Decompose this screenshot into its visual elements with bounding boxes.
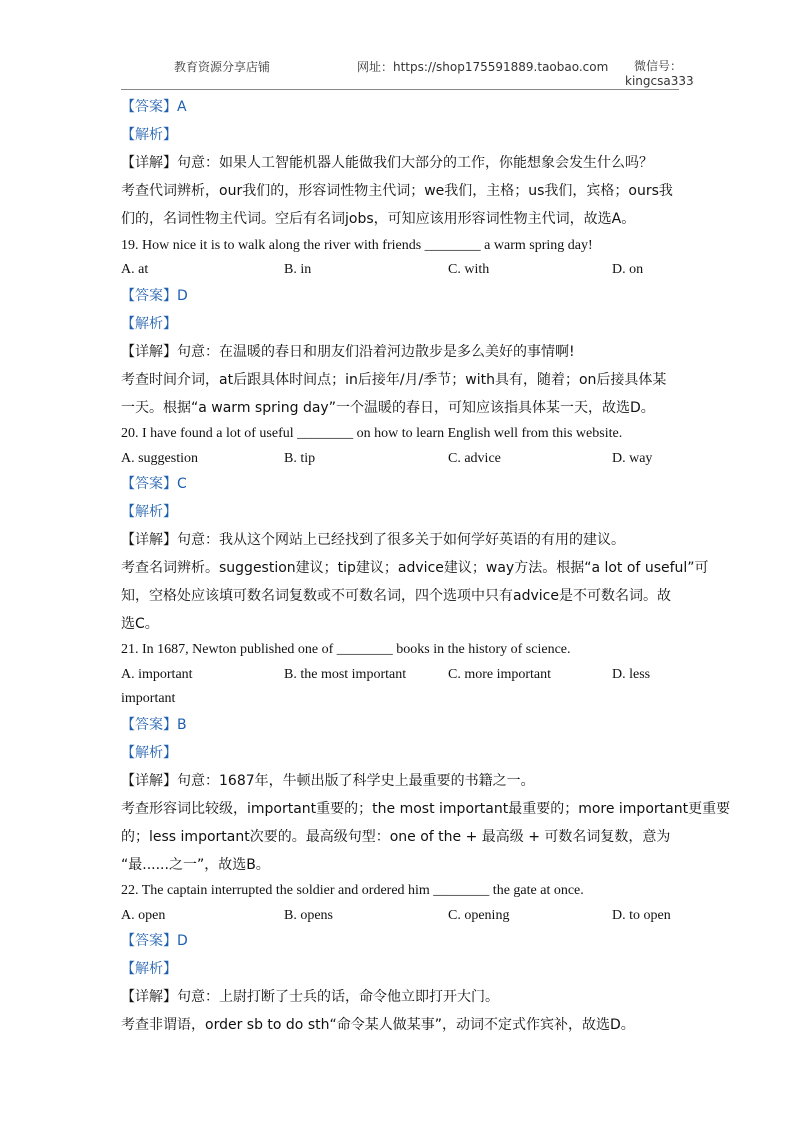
q21-option-d-continued: important: [121, 691, 176, 706]
analysis-label: 【解析】: [121, 127, 177, 143]
explanation-line: 考查时间介词，at后跟具体时间点；in后接年/月/季节；with具有，随着；on后接具体某: [121, 372, 667, 388]
explanation-line: 一天。根据“a warm spring day”一个温暖的春日，可知应该指具体某一天，故选D。: [121, 400, 655, 416]
header-divider: [121, 89, 679, 90]
analysis-label: 【解析】: [121, 961, 177, 977]
header-wechat-id: kingcsa333: [625, 74, 694, 88]
explanation-line: 考查代词辨析，our我们的，形容词性物主代词；we我们，主格；us我们，宾格；ours我: [121, 183, 673, 199]
q19-option-a: A. at: [121, 262, 149, 277]
q21-option-c: C. more important: [448, 667, 552, 682]
answer-label: 【答案】A: [121, 99, 187, 115]
analysis-label: 【解析】: [121, 504, 177, 520]
q19-option-b: B. in: [284, 262, 312, 277]
explanation-line: 考查非谓语，order sb to do sth“命令某人做某事”，动词不定式作宾补，故选D。: [121, 1017, 635, 1033]
q22-option-a: A. open: [121, 908, 166, 923]
detail-line: 【详解】句意：我从这个网站上已经找到了很多关于如何学好英语的有用的建议。: [121, 532, 625, 548]
question-22: 22. The captain interrupted the soldier and ordered him ________ the gate at once.: [121, 883, 584, 898]
q19-option-c: C. with: [448, 262, 490, 277]
explanation-line: “最......之一”，故选B。: [121, 857, 270, 873]
explanation-line: 们的，名词性物主代词。空后有名词jobs，可知应该用形容词性物主代词，故选A。: [121, 211, 636, 227]
detail-line: 【详解】句意：在温暖的春日和朋友们沿着河边散步是多么美好的事情啊!: [121, 344, 575, 360]
q22-option-b: B. opens: [284, 908, 333, 923]
q20-option-b: B. tip: [284, 451, 316, 466]
header-url: 网址：https://shop175591889.taobao.com: [357, 60, 609, 74]
explanation-line: 的；less important次要的。最高级句型：one of the + 最高级 + 可数名词复数，意为: [121, 829, 671, 845]
header-shop-name: 教育资源分享店铺: [174, 60, 271, 74]
detail-line: 【详解】句意：上尉打断了士兵的话，命令他立即打开大门。: [121, 989, 499, 1005]
q21-option-b: B. the most important: [284, 667, 407, 682]
q21-option-d: D. less: [612, 667, 651, 682]
q22-option-c: C. opening: [448, 908, 510, 923]
q20-option-d: D. way: [612, 451, 653, 466]
detail-line: 【详解】句意：如果人工智能机器人能做我们大部分的工作，你能想象会发生什么吗？: [121, 155, 653, 171]
answer-label: 【答案】B: [121, 717, 187, 733]
explanation-line: 考查名词辨析。suggestion建议；tip建议；advice建议；way方法。根据“a lot of useful”可: [121, 560, 709, 576]
analysis-label: 【解析】: [121, 316, 177, 332]
question-19: 19. How nice it is to walk along the river with friends ________ a warm spring day!: [121, 238, 593, 253]
analysis-label: 【解析】: [121, 745, 177, 761]
answer-label: 【答案】D: [121, 288, 188, 304]
detail-line: 【详解】句意：1687年，牛顿出版了科学史上最重要的书籍之一。: [121, 773, 535, 789]
q20-option-c: C. advice: [448, 451, 501, 466]
question-20: 20. I have found a lot of useful ________ on how to learn English well from this website.: [121, 426, 623, 441]
answer-label: 【答案】C: [121, 476, 187, 492]
q21-option-a: A. important: [121, 667, 193, 682]
answer-label: 【答案】D: [121, 933, 188, 949]
explanation-line: 知，空格处应该填可数名词复数或不可数名词，四个选项中只有advice是不可数名词。故: [121, 588, 671, 604]
header-wechat-label: 微信号：: [634, 59, 683, 73]
q20-option-a: A. suggestion: [121, 451, 198, 466]
explanation-line: 选C。: [121, 616, 159, 632]
explanation-line: 考查形容词比较级，important重要的；the most important最重要的；more important更重要: [121, 801, 731, 817]
q19-option-d: D. on: [612, 262, 644, 277]
q22-option-d: D. to open: [612, 908, 671, 923]
question-21: 21. In 1687, Newton published one of ________ books in the history of science.: [121, 642, 571, 657]
